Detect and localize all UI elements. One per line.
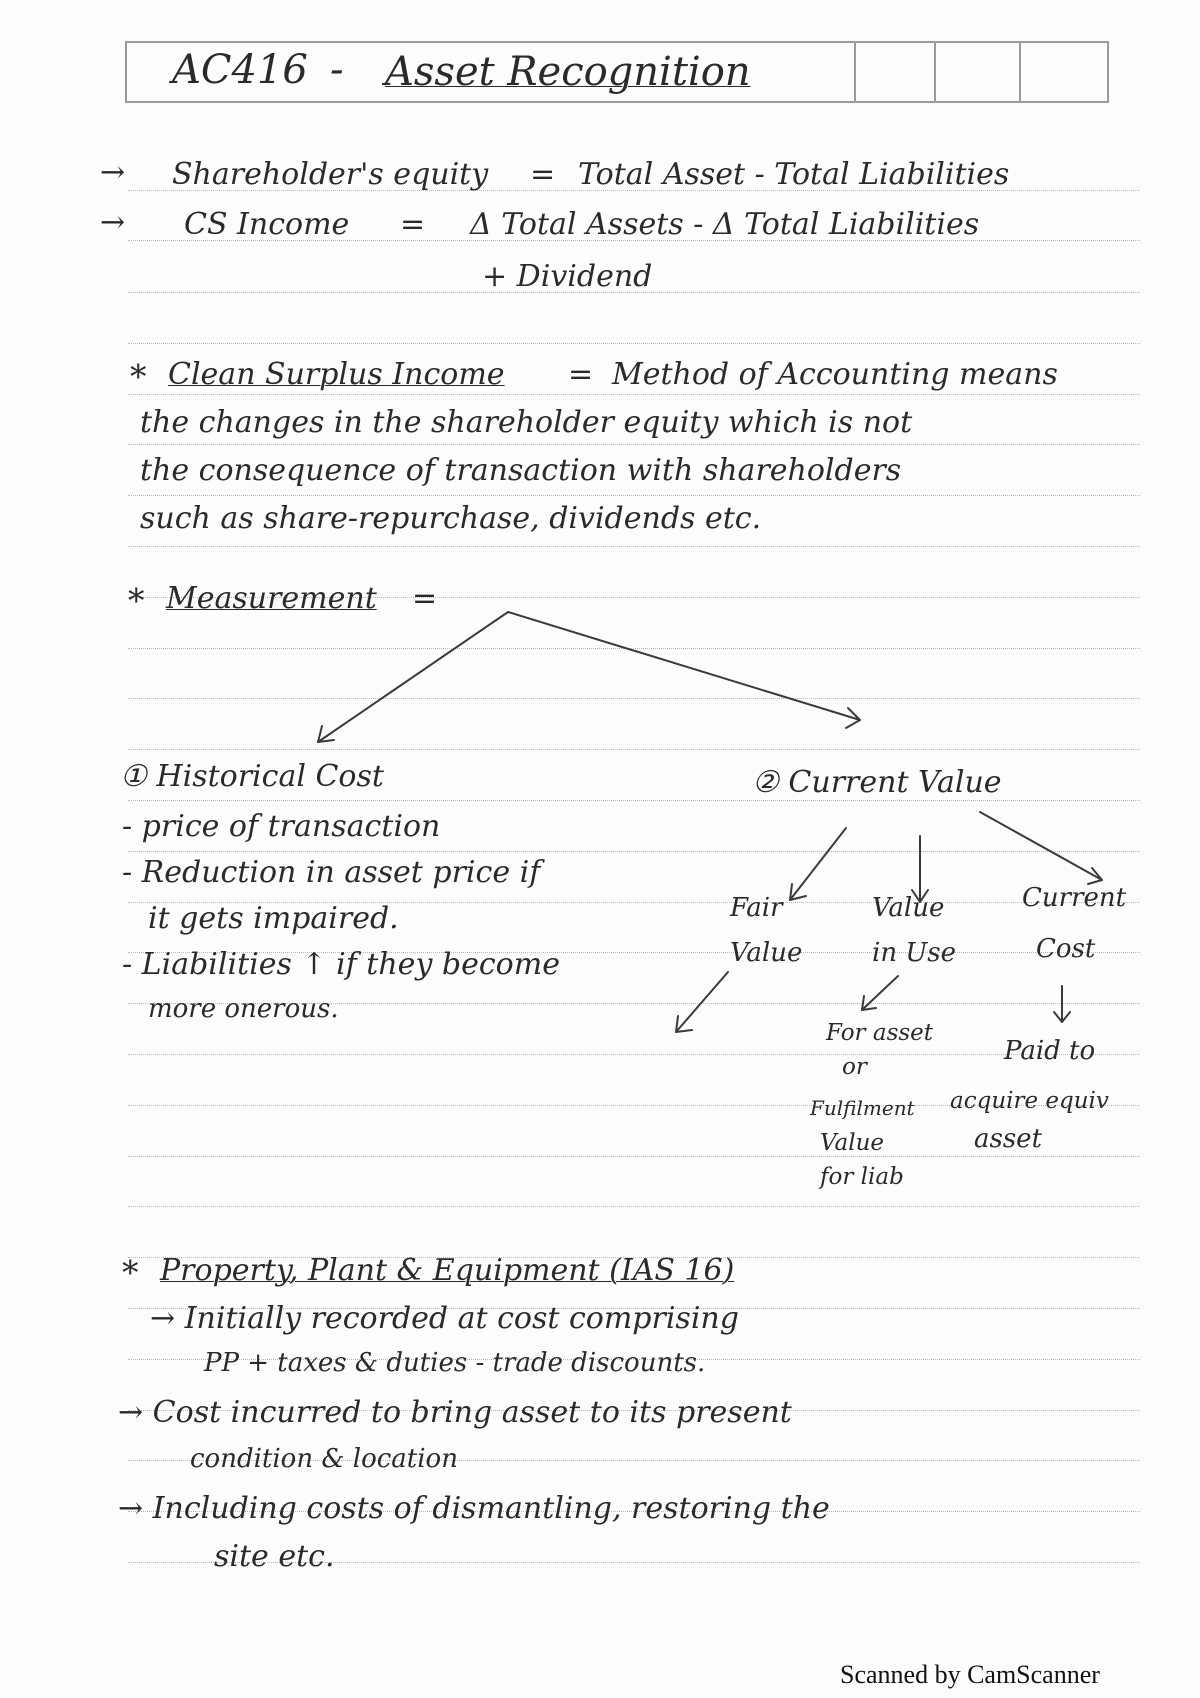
arrow-icon: →: [100, 155, 126, 190]
fulfilment-note: or: [842, 1054, 867, 1080]
clean-surplus-text: the changes in the shareholder equity which is not: [140, 405, 913, 440]
measurement-title: Measurement: [166, 581, 377, 616]
measurement-equals: =: [412, 581, 438, 616]
current-cost-note: Paid to: [1004, 1036, 1096, 1066]
ppe-point: PP + taxes & duties - trade discounts.: [204, 1348, 706, 1378]
clean-surplus-title: Clean Surplus Income: [168, 357, 505, 392]
heading-dash: -: [330, 47, 344, 93]
fulfilment-note: Value: [820, 1130, 884, 1156]
bullet-asterisk: *: [128, 581, 145, 620]
equation-2-continuation: + Dividend: [482, 259, 653, 294]
clean-surplus-equals: =: [568, 357, 594, 392]
value-in-use-label: Value: [872, 893, 945, 923]
equation-2-rhs: Δ Total Assets - Δ Total Liabilities: [470, 207, 980, 242]
equation-1-rhs: Total Asset - Total Liabilities: [578, 157, 1010, 192]
ppe-point: → Including costs of dismantling, restoring the: [118, 1491, 830, 1526]
bullet-asterisk: *: [130, 357, 147, 396]
historical-cost-label: ① Historical Cost: [120, 759, 384, 794]
ppe-title: Property, Plant & Equipment (IAS 16): [160, 1253, 735, 1288]
page-title: Asset Recognition: [385, 49, 751, 95]
current-value-label: ② Current Value: [752, 765, 1002, 800]
equation-2-equals: =: [400, 207, 426, 242]
historical-cost-point: it gets impaired.: [148, 901, 399, 936]
current-cost-label: Cost: [1036, 934, 1096, 964]
fulfilment-note: for liab: [820, 1164, 904, 1190]
ppe-point: condition & location: [190, 1444, 458, 1474]
equation-2-lhs: CS Income: [184, 207, 350, 242]
current-cost-note: asset: [974, 1124, 1043, 1154]
fair-value-label: Value: [730, 938, 803, 968]
bullet-asterisk: *: [122, 1253, 139, 1292]
historical-cost-point: - Liabilities ↑ if they become: [122, 947, 560, 982]
fulfilment-note: For asset: [826, 1020, 934, 1046]
clean-surplus-text: the consequence of transaction with shareholders: [140, 453, 902, 488]
current-cost-label: Current: [1022, 883, 1127, 913]
ppe-point: site etc.: [214, 1539, 335, 1574]
equation-1-equals: =: [530, 157, 556, 192]
historical-cost-point: more onerous.: [148, 994, 339, 1024]
fair-value-label: Fair: [730, 893, 783, 923]
course-code: AC416: [172, 47, 308, 93]
ppe-point: → Initially recorded at cost comprising: [150, 1301, 739, 1336]
arrow-icon: →: [100, 205, 126, 240]
historical-cost-point: - price of transaction: [122, 809, 441, 844]
clean-surplus-text: such as share-repurchase, dividends etc.: [140, 501, 762, 536]
scanner-watermark: Scanned by CamScanner: [840, 1660, 1100, 1689]
fulfilment-note: Fulfilment: [810, 1096, 915, 1120]
ppe-point: → Cost incurred to bring asset to its present: [118, 1395, 792, 1430]
historical-cost-point: - Reduction in asset price if: [122, 855, 541, 890]
clean-surplus-text: Method of Accounting means: [612, 357, 1058, 392]
current-cost-note: acquire equiv: [950, 1088, 1109, 1114]
value-in-use-label: in Use: [872, 938, 956, 968]
equation-1-lhs: Shareholder's equity: [172, 157, 489, 192]
